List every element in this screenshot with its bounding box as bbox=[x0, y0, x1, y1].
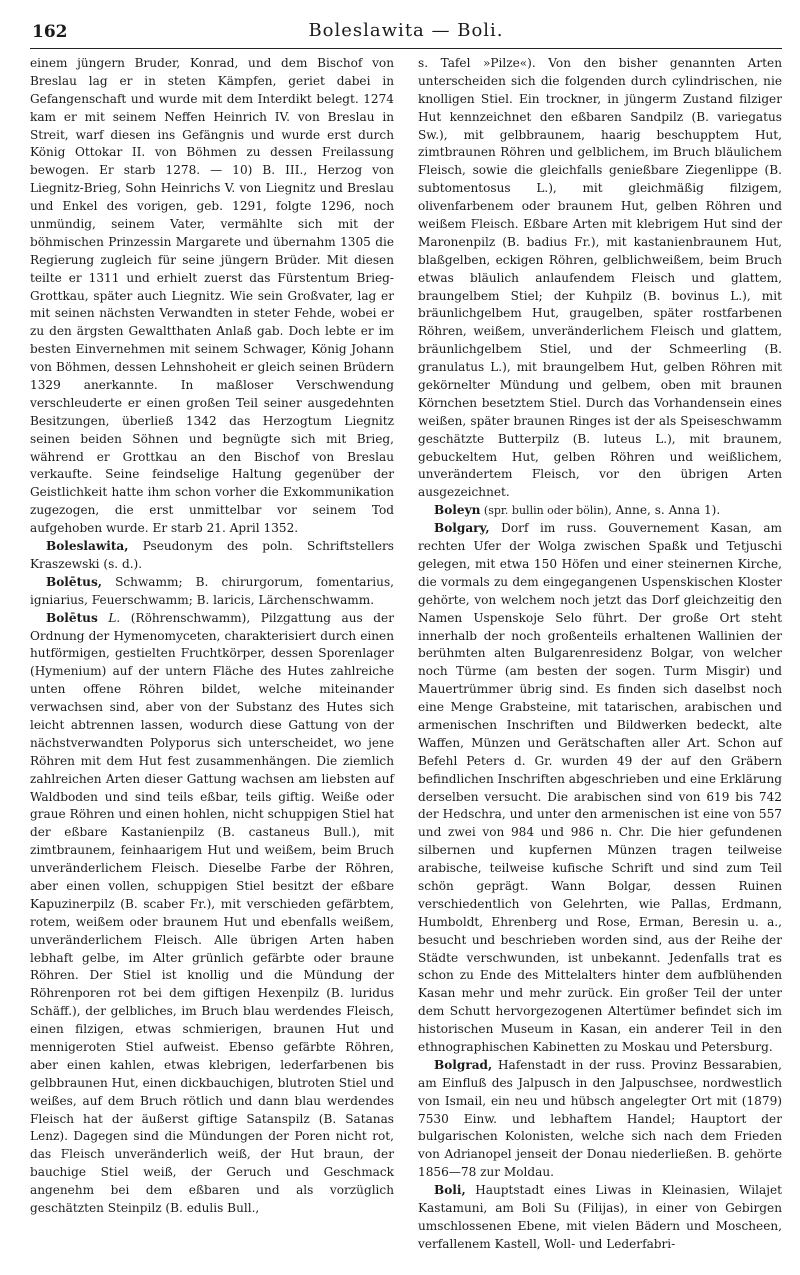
entry-text: Pseudonym des poln. Schriftstellers Kraszewski (s. d.). bbox=[30, 539, 394, 571]
headword: Boleyn bbox=[434, 503, 481, 518]
headword: Bolgary, bbox=[434, 521, 490, 536]
entry-text: Hauptstadt eines Liwas in Kleinasien, Wilajet Kastamuni, am Boli Su (Filijas), in einer von Gebirgen umschlossenen Ebene, mit vielen Bädern und Moscheen, verfallenem Kastell, Woll- und Lederfabri- bbox=[418, 1183, 782, 1251]
left-column bbox=[30, 55, 394, 1254]
entry-boli bbox=[418, 1182, 782, 1254]
entry-text: Anne, s. Anna 1). bbox=[611, 503, 721, 518]
running-title: Boleslawita — Boli. bbox=[308, 20, 504, 41]
entry-continuation-boleslaw: einem jüngern Bruder, Konrad, und dem Bischof von Breslau lag er in steten Kämpfen, geriet dabei in Gefangenschaft und wurde mit dem Interdikt belegt. 1274 kam er mit seinem Neffen Heinrich IV. von Breslau in Streit, warf diesen ins Gefängnis und wurde erst durch König Ottokar II. von Böhmen zu dessen Freilassung bewogen. Er starb 1278. — 10) B. III., Herzog von Liegnitz-Brieg, Sohn Heinrichs V. von Liegnitz und Breslau und Enkel des vorigen, geb. 1291, folgte 1296, noch unmündig, seinem Vater, vermählte sich mit der böhmischen Prinzessin Margarete und übernahm 1305 die Regierung zugleich für seine jüngern Brüder. Mit diesen teilte er 1311 und erhielt zuerst das Fürstentum Brieg-Grottkau, später auch Liegnitz. Wie sein Großvater, lag er mit seinen nächsten Verwandten in steter Fehde, wobei er zu den ärgsten Gewaltthaten Anlaß gab. Doch lebte er im besten Einvernehmen mit seinem Schwager, König Johann von Böhmen, dessen Lehnshoheit er gleich seinen Brüdern 1329 anerkannte. In maßloser Verschwendung verschleuderte er einen großen Teil seiner ausgedehnten Besitzungen, überließ 1342 das Herzogtum Liegnitz seinen beiden Söhnen und begnügte sich mit Brieg, während er Grottkau an den Bischof von Breslau verkaufte. Seine feindselige Haltung gegenüber der Geistlichkeit hatte ihm schon vorher die Exkommunikation zugezogen, die erst unmittelbar vor seinem Tod aufgehoben wurde. Er starb 21. April 1352. bbox=[30, 56, 394, 536]
author-abbrev: L. bbox=[97, 610, 121, 625]
entry-boleyn bbox=[418, 502, 782, 520]
entry-boletus-schwamm bbox=[30, 574, 394, 610]
entry-continuation-boletus: s. Tafel »Pilze«). Von den bisher genannten Arten unterscheiden sich die folgenden durch cylindrischen, nie knolligen Stiel. Ein trockner, in jüngerm Zustand filziger Hut kennzeichnet den eßbaren Sandpilz (B. variegatus Sw.), mit gelbbraunem, haarig beschupptem Hut, zimtbraunen Röhren und gelblichem, im Bruch bläulichem Fleisch, sowie die gleichfalls genießbare Ziegenlippe (B. subtomentosus L.), mit gleichmäßig filzigem, olivenfarbenem oder braunem Hut, gelben Röhren und weißem Fleisch. Eßbare Arten mit klebrigem Hut sind der Maronenpilz (B. badius Fr.), mit kastanienbraunem Hut, blaßgelben, eckigen Röhren, gelblichweißem, beim Bruch etwas bläulich anlaufendem Fleisch und glattem, braungelbem Stiel; der Kuhpilz (B. bovinus L.), mit bräunlichgelbem Hut, graugelben, später rostfarbenen Röhren, weißem, unveränderlichem Fleisch und glattem, bräunlichgelbem Stiel, und der Schmeerling (B. granulatus L.), mit braungelbem Hut, gelben Röhren mit gekörnelter Mündung und gelbem, oben mit braunen Körnchen besetztem Stiel. Durch das Vorhandensein eines weißen, später braunen Ringes ist der als Speiseschwamm geschätzte Butterpilz (B. luteus L.), mit braunem, gebuckeltem Hut, gelben Röhren und weißlichem, unverändertem Fleisch, vor den übrigen Arten ausgezeichnet. bbox=[418, 56, 782, 500]
page-header bbox=[30, 10, 782, 49]
entry-text: (Röhrenschwamm), Pilzgattung aus der Ordnung der Hymenomyceten, charakterisiert durch einen hutförmigen, gestielten Fruchtkörper, dessen Sporenlager (Hymenium) auf der untern Fläche des Hutes zahlreiche unten offene Röhren bildet, welche miteinander verwachsen sind, aber von der Substanz des Hutes sich leicht abtrennen lassen, wodurch diese Gattung von der nächstverwandten Polyporus sich unterscheidet, wo jene Röhren mit dem Hut fest zusammenhängen. Die ziemlich zahlreichen Arten dieser Gattung wachsen am liebsten auf Waldboden und sind teils eßbar, teils giftig. Weiße oder graue Röhren und einen hohlen, nicht schuppigen Stiel hat der eßbare Kastanienpilz (B. castaneus Bull.), mit zimtbraunem, feinhaarigem Hut und weißem, beim Bruch unveränderlichem Fleisch. Dieselbe Farbe der Röhren, aber einen vollen, schuppigen Stiel besitzt der eßbare Kapuzinerpilz (B. scaber Fr.), mit verschieden gefärbtem, rotem, weißem oder braunem Hut und ebenfalls weißem, unveränderlichem Fleisch. Alle übrigen Arten haben lebhaft gelbe, im Alter grünlich gefärbte oder braune Röhren. Der Stiel ist knollig und die Mündung der Röhrenporen rot bei dem giftigen Hexenpilz (B. luridus Schäff.), der gelbliches, im Bruch blau werdendes Fleisch, einen filzigen, etwas schmierigen, braunen Hut und mennigeroten Stiel aufweist. Ebenso gefärbte Röhren, aber einen kahlen, etwas klebrigen, lederfarbenen bis gelbbraunen Hut, einen dickbauchigen, blutroten Stiel und weißes, auf dem Bruch rötlich und dann blau werdendes Fleisch hat der äußerst giftige Satanspilz (B. Satanas Lenz). Dagegen sind die Mündungen der Poren nicht rot, das Fleisch unveränderlich weiß, der Hut braun, der bauchige Stiel weiß, der Geruch und Geschmack angenehm bei dem eßbaren und als vorzüglich geschätzten Steinpilz (B. edulis Bull., bbox=[30, 610, 394, 1215]
entry-boletus-roehrenschwamm bbox=[30, 610, 394, 1218]
headword: Bolgrad, bbox=[434, 1057, 493, 1072]
entry-text: Hafenstadt in der russ. Provinz Bessarabien, am Einfluß des Jalpusch in den Jalpuschsee, nordwestlich von Ismail, ein neu und hübsch angelegter Ort mit (1879) 7530 Einw. und lebhaftem Handel; Hauptort der bulgarischen Kolonisten, welche sich nach dem Frieden von Adrianopel jenseit der Donau niederließen. B. gehörte 1856—78 zur Moldau. bbox=[418, 1057, 782, 1180]
entry-bolgrad bbox=[418, 1057, 782, 1182]
headword: Bolētus, bbox=[46, 574, 102, 589]
headword: Bolētus bbox=[46, 610, 98, 625]
pronunciation: (spr. bullin oder bölin), bbox=[480, 504, 612, 518]
headword: Boli, bbox=[434, 1183, 466, 1198]
headword: Boleslawita, bbox=[46, 539, 129, 554]
two-column-body bbox=[30, 55, 782, 1254]
entry-boleslawita bbox=[30, 538, 394, 574]
page-number: 162 bbox=[32, 22, 68, 42]
entry-bolgary bbox=[418, 520, 782, 1057]
right-column bbox=[418, 55, 782, 1254]
entry-text: Schwamm; B. chirurgorum, fomentarius, igniarius, Feuerschwamm; B. laricis, Lärchenschwamm. bbox=[30, 574, 394, 607]
entry-text: Dorf im russ. Gouvernement Kasan, am rechten Ufer der Wolga zwischen Spaßk und Tetjuschi gelegen, mit etwa 150 Höfen und einer steinernen Kirche, die vormals zu dem eingegangenen Uspenskischen Kloster gehörte, von welchem noch jetzt das Dorf gleichzeitig den Namen Uspenskoje Selo führt. Der große Ort steht innerhalb der noch großenteils erhaltenen Wallinien der berühmten alten Bulgarenresidenz Bolgar, von welcher noch Türme (am besten der sogen. Turm Misgir) und Mauertrümmer übrig sind. Es finden sich daselbst noch eine Menge Grabsteine, mit tatarischen, arabischen und armenischen Inschriften und Bildwerken bedeckt, alte Waffen, Münzen und Gerätschaften aller Art. Schon auf Befehl Peters d. Gr. wurden 49 der auf den Gräbern befindlichen Inschriften abgeschrieben und eine Erklärung derselben versucht. Die arabischen sind von 619 bis 742 der Hedschra, und unter den armenischen ist eine von 557 und zwei von 984 und 986 n. Chr. Die hier gefundenen silbernen und kupfernen Münzen tragen teilweise arabische, teilweise kufische Schrift und sind zum Teil schön geprägt. Wann Bolgar, dessen Ruinen verschiedentlich von Gelehrten, wie Pallas, Erdmann, Humboldt, Ehrenberg und Rose, Erman, Beresin u. a., besucht und beschrieben worden sind, aus der Reihe der Städte verschwunden, ist unbekannt. Jedenfalls trat es schon zu Ende des Mittelalters hinter dem aufblühenden Kasan mehr und mehr zurück. Ein großer Teil der unter dem Schutt hervorgezogenen Altertümer befindet sich im historischen Museum in Kasan, ein anderer Teil in den ethnographischen Kabinetten zu Moskau und Petersburg. bbox=[418, 521, 782, 1054]
